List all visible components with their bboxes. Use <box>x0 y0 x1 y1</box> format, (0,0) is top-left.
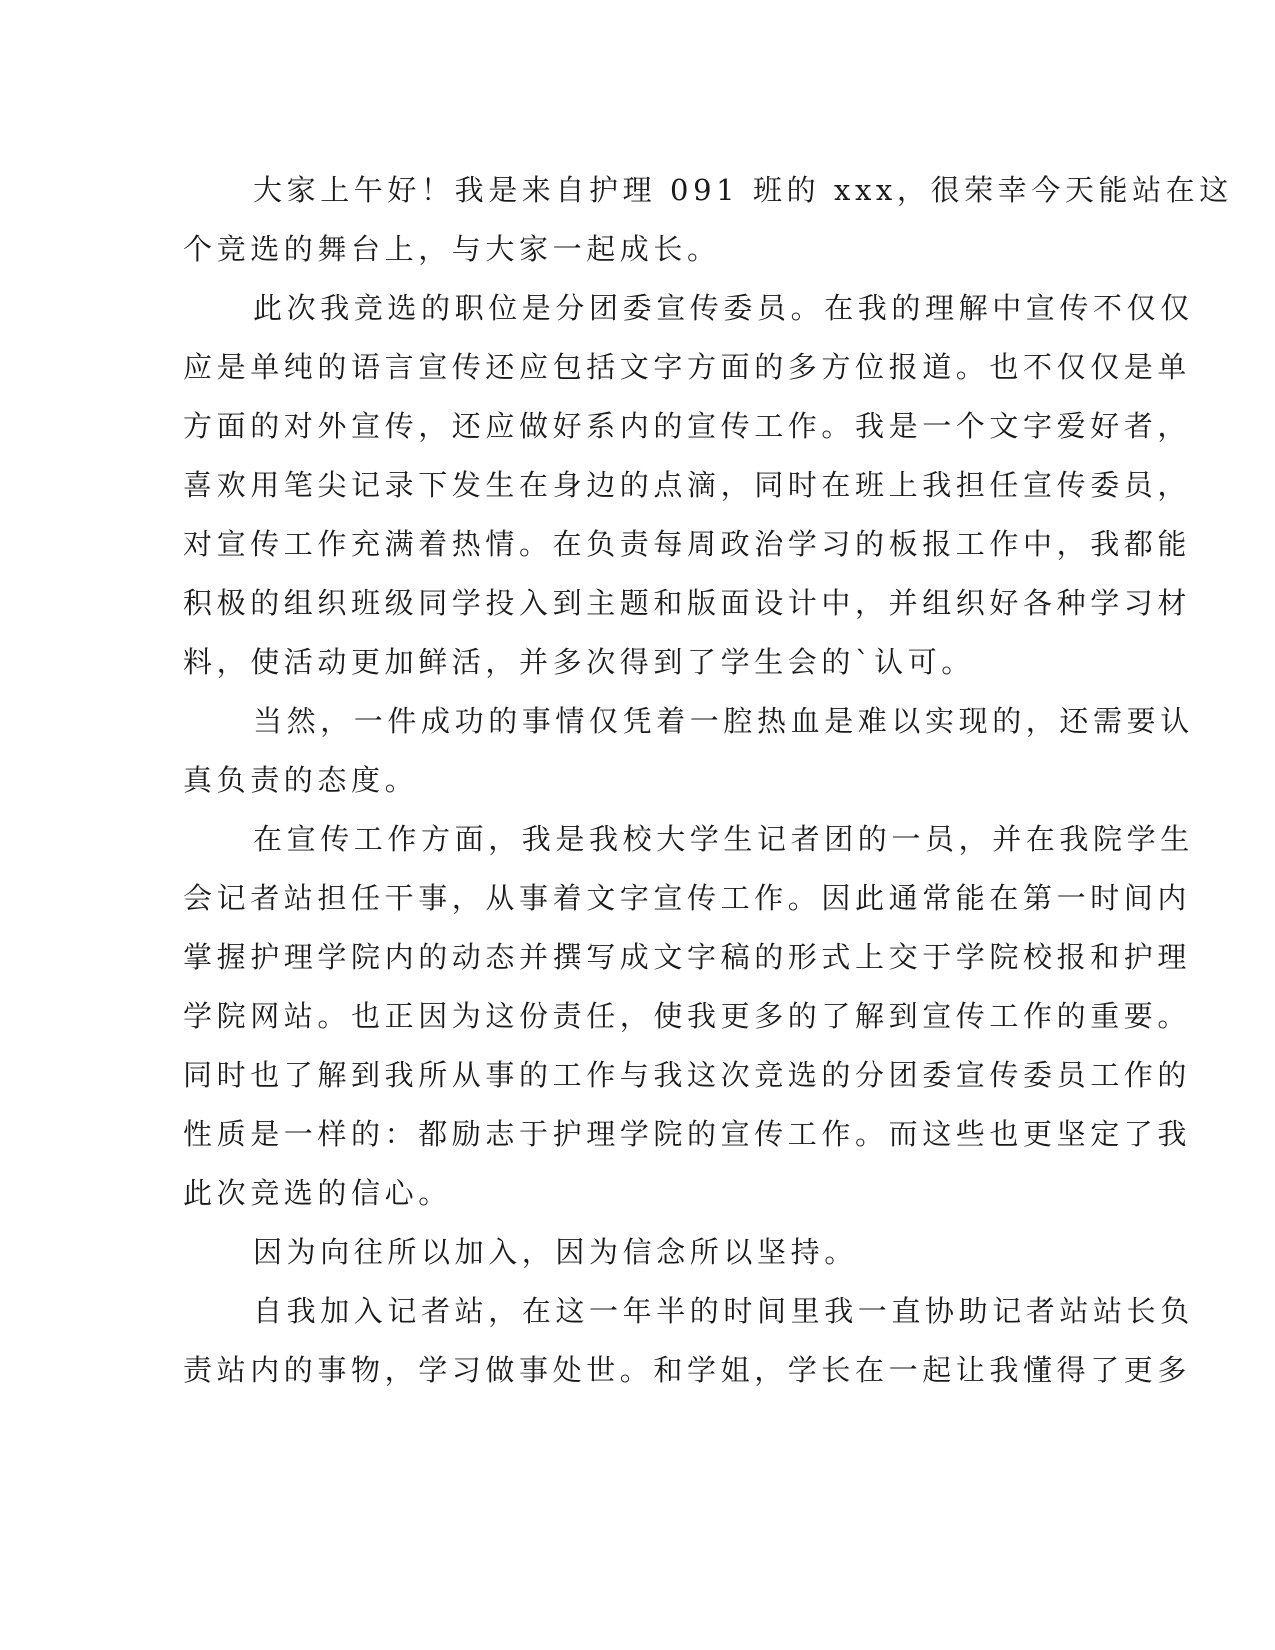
text-line: 料，使活动更加鲜活，并多次得到了学生会的`认可。 <box>183 645 975 679</box>
paragraph-6 <box>183 1282 1194 1400</box>
text-line: 学院网站。也正因为这份责任，使我更多的了解到宣传工作的重要。 <box>183 999 1192 1033</box>
text-line: 责站内的事物，学习做事处世。和学姐，学长在一起让我懂得了更多 <box>183 1353 1192 1387</box>
paragraph-3 <box>183 692 1194 810</box>
text-line: 自我加入记者站，在这一年半的时间里我一直协助记者站站长负 <box>253 1294 1194 1328</box>
text-line: 性质是一样的：都励志于护理学院的宣传工作。而这些也更坚定了我 <box>183 1117 1192 1151</box>
text-line: 喜欢用笔尖记录下发生在身边的点滴，同时在班上我担任宣传委员， <box>183 468 1192 502</box>
paragraph-4 <box>183 810 1194 1223</box>
text-line: 掌握护理学院内的动态并撰写成文字稿的形式上交于学院校报和护理 <box>183 940 1192 974</box>
text-line: 对宣传工作充满着热情。在负责每周政治学习的板报工作中，我都能 <box>183 527 1192 561</box>
text-line: 个竞选的舞台上，与大家一起成长。 <box>183 232 721 266</box>
text-line: 积极的组织班级同学投入到主题和版面设计中，并组织好各种学习材 <box>183 586 1192 620</box>
paragraph-5 <box>183 1223 1029 1282</box>
text-line: 同时也了解到我所从事的工作与我这次竞选的分团委宣传委员工作的 <box>183 1058 1192 1092</box>
text-line: 当然，一件成功的事情仅凭着一腔热血是难以实现的，还需要认 <box>253 704 1194 738</box>
text-line: 此次我竞选的职位是分团委宣传委员。在我的理解中宣传不仅仅 <box>253 291 1194 325</box>
paragraph-2 <box>183 279 1194 692</box>
text-line: 因为向往所以加入，因为信念所以坚持。 <box>253 1235 858 1269</box>
text-line: 会记者站担任干事，从事着文字宣传工作。因此通常能在第一时间内 <box>183 881 1192 915</box>
document-body <box>183 161 1233 1400</box>
text-line: 在宣传工作方面，我是我校大学生记者团的一员，并在我院学生 <box>253 822 1194 856</box>
text-line: 应是单纯的语言宣传还应包括文字方面的多方位报道。也不仅仅是单 <box>183 350 1192 384</box>
text-line: 大家上午好！我是来自护理 091 班的 xxx，很荣幸今天能站在这 <box>253 173 1233 207</box>
text-line: 真负责的态度。 <box>183 763 419 797</box>
text-line: 此次竞选的信心。 <box>183 1176 452 1210</box>
paragraph-1 <box>183 161 1233 279</box>
text-line: 方面的对外宣传，还应做好系内的宣传工作。我是一个文字爱好者， <box>183 409 1192 443</box>
